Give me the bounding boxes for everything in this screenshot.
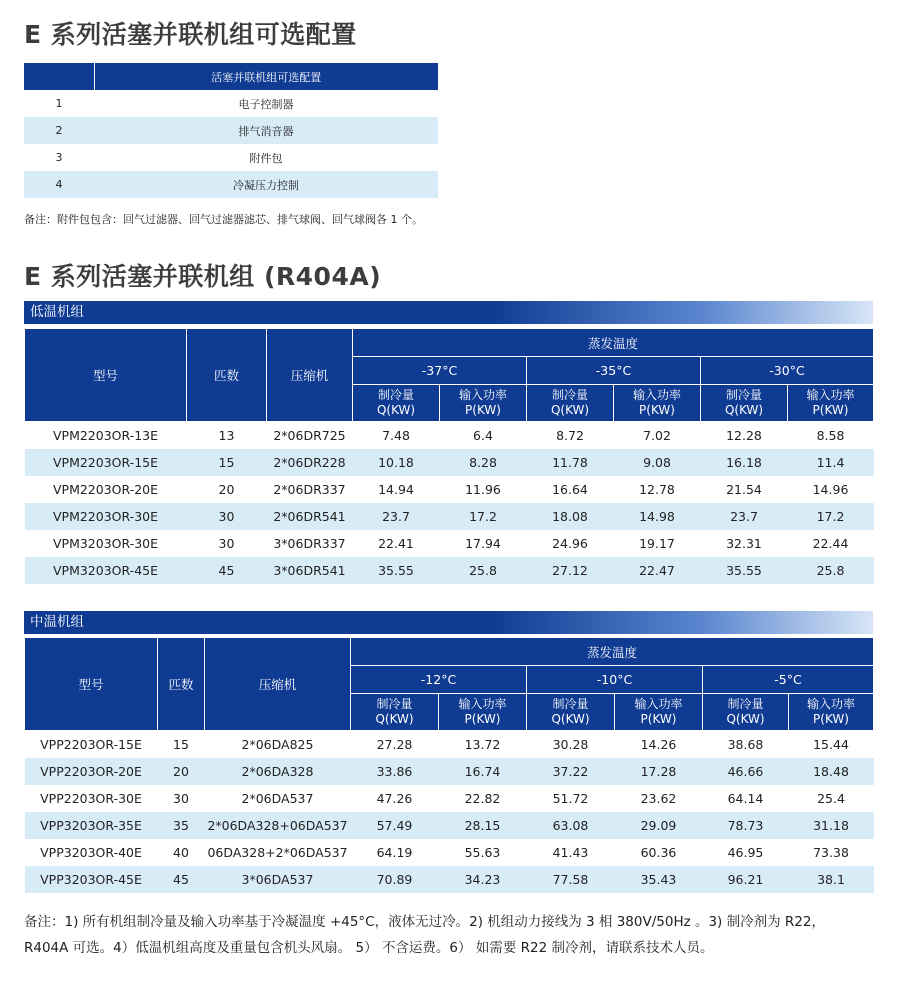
cell-capacity: 24.96 <box>552 536 588 551</box>
cell-power: 28.15 <box>439 812 527 839</box>
cell-capacity: 33.86 <box>351 758 439 785</box>
cell-hp: 15 <box>187 449 267 476</box>
cell-power: 18.48 <box>789 758 874 785</box>
power-unit: P(KW) <box>813 712 849 726</box>
cell-hp: 30 <box>187 503 267 530</box>
capacity-label: 制冷量 <box>727 697 764 711</box>
cell-compressor: 2*06DA328+06DA537 <box>205 812 351 839</box>
capacity-label: 制冷量 <box>725 388 762 402</box>
header-capacity <box>351 694 439 731</box>
cell-capacity: 16.18 <box>701 449 788 476</box>
cell-power: 15.44 <box>813 737 849 752</box>
cell-capacity: 46.95 <box>727 845 764 860</box>
table-row <box>25 866 874 893</box>
capacity-label: 制冷量 <box>551 388 588 402</box>
table-row <box>25 812 874 839</box>
header-model: 型号 <box>25 329 187 422</box>
cell-model: VPP3203OR-40E <box>40 845 142 860</box>
cell-power: 8.28 <box>440 449 527 476</box>
cell-capacity: 22.41 <box>378 536 414 551</box>
capacity-label: 制冷量 <box>552 697 589 711</box>
cell-capacity: 23.7 <box>353 503 440 530</box>
cell-hp: 45 <box>187 557 267 584</box>
cell-model: VPP2203OR-15E <box>40 737 142 752</box>
table-row <box>24 117 438 144</box>
cell-capacity: 12.28 <box>726 428 762 443</box>
table-row <box>24 171 438 198</box>
cell-model: VPP2203OR-20E <box>25 758 158 785</box>
cell-power: 25.8 <box>788 557 874 584</box>
option-number: 1 <box>55 97 63 110</box>
cell-power: 16.74 <box>439 758 527 785</box>
header-power <box>440 385 527 422</box>
cell-capacity: 23.7 <box>701 503 788 530</box>
header-temp: -5°C <box>703 666 874 694</box>
mid-temp-bar: 中温机组 <box>24 611 873 634</box>
header-power <box>439 694 527 731</box>
cell-hp: 30 <box>173 791 189 806</box>
capacity-label: 制冷量 <box>377 388 414 402</box>
table-row <box>25 839 874 866</box>
options-note: 备注：附件包包含：回气过滤器、回气过滤器滤芯、排气球阀、回气球阀各 1 个。 <box>24 213 423 226</box>
cell-model: VPM3203OR-30E <box>52 536 159 551</box>
header-capacity <box>701 385 788 422</box>
power-label: 输入功率 <box>807 697 856 711</box>
cell-power: 73.38 <box>813 845 849 860</box>
cell-capacity: 18.08 <box>527 503 614 530</box>
cell-hp: 15 <box>173 737 189 752</box>
option-item: 附件包 <box>249 151 283 165</box>
capacity-label: 制冷量 <box>376 697 413 711</box>
header-power <box>615 694 703 731</box>
cell-hp: 30 <box>218 536 235 551</box>
header-capacity <box>527 694 615 731</box>
power-label: 输入功率 <box>632 388 681 402</box>
power-label: 输入功率 <box>458 388 507 402</box>
mid-temp-table <box>24 637 874 893</box>
cell-power: 19.17 <box>639 536 675 551</box>
cell-capacity: 63.08 <box>527 812 615 839</box>
options-title: E 系列活塞并联机组可选配置 <box>24 20 357 49</box>
cell-capacity: 32.31 <box>726 536 762 551</box>
cell-model: VPM2203OR-30E <box>25 503 187 530</box>
cell-power: 17.2 <box>440 503 527 530</box>
cell-power: 11.96 <box>465 482 501 497</box>
cell-compressor: 06DA328+2*06DA537 <box>207 845 348 860</box>
cell-capacity: 77.58 <box>527 866 615 893</box>
options-header-number <box>24 63 94 90</box>
power-label: 输入功率 <box>806 388 855 402</box>
table-row <box>25 758 874 785</box>
cell-model: VPM2203OR-13E <box>52 428 159 443</box>
cell-power: 55.63 <box>464 845 501 860</box>
option-item: 排气消音器 <box>94 117 438 144</box>
table-row <box>24 144 438 171</box>
cell-power: 38.1 <box>789 866 874 893</box>
cell-power: 14.98 <box>614 503 701 530</box>
cell-capacity: 27.28 <box>376 737 413 752</box>
cell-capacity: 57.49 <box>351 812 439 839</box>
cell-model: VPM3203OR-45E <box>25 557 187 584</box>
header-power <box>789 694 874 731</box>
cell-capacity: 10.18 <box>353 449 440 476</box>
table-row <box>25 785 874 812</box>
power-label: 输入功率 <box>458 697 507 711</box>
cell-compressor: 2*06DR228 <box>267 449 353 476</box>
cell-capacity: 11.78 <box>527 449 614 476</box>
cell-capacity: 96.21 <box>703 866 789 893</box>
option-number: 3 <box>55 151 63 164</box>
cell-model: VPP3203OR-35E <box>25 812 158 839</box>
low-temp-bar: 低温机组 <box>24 301 873 324</box>
cell-power: 22.47 <box>614 557 701 584</box>
cell-capacity: 51.72 <box>552 791 589 806</box>
table-row <box>24 90 438 117</box>
header-hp: 匹数 <box>187 329 267 422</box>
cell-power: 29.09 <box>615 812 703 839</box>
header-temp: -35°C <box>527 357 701 385</box>
cell-compressor: 2*06DA537 <box>241 791 314 806</box>
header-model: 型号 <box>25 638 158 731</box>
cell-compressor: 3*06DR337 <box>273 536 346 551</box>
header-power <box>788 385 874 422</box>
table-row <box>25 530 874 557</box>
cell-model: VPP3203OR-45E <box>25 866 158 893</box>
cell-power: 13.72 <box>464 737 501 752</box>
cell-power: 35.43 <box>615 866 703 893</box>
power-label: 输入功率 <box>634 697 683 711</box>
capacity-unit: Q(KW) <box>376 403 416 417</box>
header-power <box>614 385 701 422</box>
cell-power: 7.02 <box>643 428 671 443</box>
units-title: E 系列活塞并联机组 (R404A) <box>24 262 382 291</box>
cell-power: 6.4 <box>473 428 493 443</box>
cell-power: 14.26 <box>640 737 677 752</box>
cell-compressor: 3*06DA537 <box>205 866 351 893</box>
power-unit: P(KW) <box>812 403 849 417</box>
cell-power: 9.08 <box>614 449 701 476</box>
option-item: 电子控制器 <box>238 97 294 111</box>
cell-capacity: 8.72 <box>556 428 584 443</box>
cell-hp: 20 <box>218 482 235 497</box>
table-row <box>25 731 874 759</box>
cell-compressor: 2*06DR541 <box>267 503 353 530</box>
power-unit: P(KW) <box>639 403 675 417</box>
table-row <box>25 557 874 584</box>
capacity-unit: Q(KW) <box>375 712 414 726</box>
option-number: 2 <box>24 117 94 144</box>
units-note: 备注：1) 所有机组制冷量及输入功率基于冷凝温度 +45°C，液体无过冷。2) 机组动力接线为 3 相 380V/50Hz 。3) 制冷剂为 R22， R404A 可选。4）低温机组高度及重量包含机头风扇。 5） 不含运费。6） 如需要 R22 制冷剂，请联系技术人员。 <box>24 914 825 956</box>
header-capacity <box>353 385 440 422</box>
cell-capacity: 35.55 <box>701 557 788 584</box>
cell-capacity: 7.48 <box>382 428 410 443</box>
cell-power: 17.94 <box>465 536 501 551</box>
capacity-unit: Q(KW) <box>550 403 590 417</box>
power-unit: P(KW) <box>465 403 501 417</box>
options-table <box>24 63 438 198</box>
cell-capacity: 21.54 <box>726 482 762 497</box>
power-unit: P(KW) <box>640 712 677 726</box>
options-header-label: 活塞并联机组可选配置 <box>94 63 438 90</box>
cell-capacity: 47.26 <box>376 791 413 806</box>
cell-capacity: 38.68 <box>727 737 764 752</box>
cell-power: 17.2 <box>788 503 874 530</box>
cell-power: 25.4 <box>817 791 845 806</box>
cell-capacity: 78.73 <box>703 812 789 839</box>
cell-capacity: 27.12 <box>527 557 614 584</box>
low-temp-table <box>24 328 874 584</box>
cell-hp: 35 <box>158 812 205 839</box>
table-row <box>25 476 874 503</box>
cell-power: 31.18 <box>789 812 874 839</box>
header-capacity <box>703 694 789 731</box>
cell-capacity: 64.19 <box>376 845 413 860</box>
cell-compressor: 2*06DA825 <box>241 737 314 752</box>
cell-compressor: 2*06DR337 <box>273 482 346 497</box>
cell-power: 22.44 <box>812 536 849 551</box>
cell-power: 25.8 <box>440 557 527 584</box>
option-item: 冷凝压力控制 <box>94 171 438 198</box>
header-temp: -30°C <box>701 357 874 385</box>
cell-capacity: 64.14 <box>727 791 764 806</box>
cell-model: VPM2203OR-15E <box>25 449 187 476</box>
header-temp: -37°C <box>353 357 527 385</box>
cell-capacity: 35.55 <box>353 557 440 584</box>
header-evap-temp: 蒸发温度 <box>353 329 874 357</box>
mid-header-row-1 <box>25 638 874 666</box>
cell-model: VPP2203OR-30E <box>40 791 142 806</box>
cell-power: 12.78 <box>639 482 675 497</box>
cell-capacity: 16.64 <box>552 482 588 497</box>
header-hp: 匹数 <box>158 638 205 731</box>
cell-power: 17.28 <box>615 758 703 785</box>
cell-power: 8.58 <box>816 428 845 443</box>
header-capacity <box>527 385 614 422</box>
table-row <box>25 422 874 450</box>
header-temp: -10°C <box>527 666 703 694</box>
low-header-row-1 <box>25 329 874 357</box>
power-unit: P(KW) <box>464 712 501 726</box>
cell-capacity: 70.89 <box>351 866 439 893</box>
cell-compressor: 2*06DR725 <box>273 428 346 443</box>
cell-capacity: 41.43 <box>552 845 589 860</box>
header-temp: -12°C <box>351 666 527 694</box>
cell-power: 22.82 <box>464 791 501 806</box>
cell-hp: 13 <box>218 428 235 443</box>
cell-power: 60.36 <box>640 845 677 860</box>
cell-hp: 40 <box>173 845 189 860</box>
cell-power: 11.4 <box>788 449 874 476</box>
capacity-unit: Q(KW) <box>724 403 764 417</box>
options-header-row <box>24 63 438 90</box>
cell-hp: 45 <box>158 866 205 893</box>
capacity-unit: Q(KW) <box>551 712 590 726</box>
header-compressor: 压缩机 <box>267 329 353 422</box>
cell-model: VPM2203OR-20E <box>52 482 159 497</box>
capacity-unit: Q(KW) <box>726 712 765 726</box>
header-compressor: 压缩机 <box>205 638 351 731</box>
cell-capacity: 14.94 <box>378 482 414 497</box>
cell-capacity: 30.28 <box>552 737 589 752</box>
table-row <box>25 449 874 476</box>
cell-compressor: 3*06DR541 <box>267 557 353 584</box>
cell-capacity: 46.66 <box>703 758 789 785</box>
option-number: 4 <box>24 171 94 198</box>
cell-capacity: 37.22 <box>527 758 615 785</box>
table-row <box>25 503 874 530</box>
header-evap-temp: 蒸发温度 <box>351 638 874 666</box>
cell-compressor: 2*06DA328 <box>205 758 351 785</box>
cell-hp: 20 <box>158 758 205 785</box>
cell-power: 23.62 <box>640 791 677 806</box>
cell-power: 14.96 <box>812 482 849 497</box>
cell-power: 34.23 <box>439 866 527 893</box>
